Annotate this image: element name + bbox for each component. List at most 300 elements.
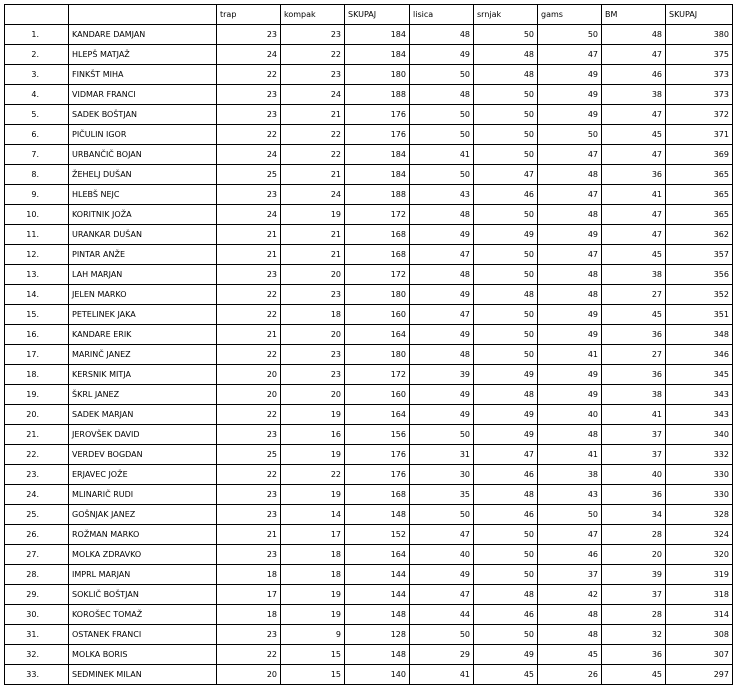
- cell-gams[interactable]: 50: [538, 125, 602, 145]
- cell-trap[interactable]: 22: [217, 345, 281, 365]
- cell-kompak[interactable]: 22: [281, 465, 345, 485]
- cell-name[interactable]: JELEN MARKO: [69, 285, 217, 305]
- cell-srnjak[interactable]: 48: [474, 285, 538, 305]
- cell-bm[interactable]: 36: [602, 485, 666, 505]
- cell-skupaj-shotgun[interactable]: 184: [345, 45, 410, 65]
- cell-bm[interactable]: 47: [602, 205, 666, 225]
- header-cell-gams[interactable]: gams: [538, 5, 602, 25]
- cell-name[interactable]: GOŠNJAK JANEZ: [69, 505, 217, 525]
- cell-skupaj-shotgun[interactable]: 184: [345, 145, 410, 165]
- cell-srnjak[interactable]: 50: [474, 565, 538, 585]
- cell-skupaj-shotgun[interactable]: 140: [345, 665, 410, 685]
- cell-rank[interactable]: 26.: [5, 525, 69, 545]
- cell-skupaj-total[interactable]: 340: [666, 425, 733, 445]
- cell-skupaj-total[interactable]: 351: [666, 305, 733, 325]
- cell-kompak[interactable]: 19: [281, 605, 345, 625]
- cell-name[interactable]: KERSNIK MITJA: [69, 365, 217, 385]
- cell-rank[interactable]: 4.: [5, 85, 69, 105]
- cell-srnjak[interactable]: 50: [474, 265, 538, 285]
- cell-lisica[interactable]: 49: [410, 225, 474, 245]
- cell-name[interactable]: ŠKRL JANEZ: [69, 385, 217, 405]
- cell-gams[interactable]: 47: [538, 45, 602, 65]
- cell-gams[interactable]: 49: [538, 225, 602, 245]
- cell-srnjak[interactable]: 48: [474, 65, 538, 85]
- cell-srnjak[interactable]: 50: [474, 625, 538, 645]
- cell-srnjak[interactable]: 47: [474, 445, 538, 465]
- cell-name[interactable]: HLEBŠ NEJC: [69, 185, 217, 205]
- cell-lisica[interactable]: 49: [410, 565, 474, 585]
- cell-rank[interactable]: 24.: [5, 485, 69, 505]
- cell-bm[interactable]: 32: [602, 625, 666, 645]
- cell-lisica[interactable]: 35: [410, 485, 474, 505]
- cell-kompak[interactable]: 20: [281, 385, 345, 405]
- cell-skupaj-total[interactable]: 352: [666, 285, 733, 305]
- cell-gams[interactable]: 38: [538, 465, 602, 485]
- cell-name[interactable]: PIČULIN IGOR: [69, 125, 217, 145]
- cell-srnjak[interactable]: 49: [474, 645, 538, 665]
- cell-kompak[interactable]: 18: [281, 305, 345, 325]
- cell-skupaj-total[interactable]: 320: [666, 545, 733, 565]
- cell-trap[interactable]: 23: [217, 505, 281, 525]
- cell-lisica[interactable]: 47: [410, 525, 474, 545]
- cell-skupaj-shotgun[interactable]: 164: [345, 545, 410, 565]
- header-cell-rank[interactable]: [5, 5, 69, 25]
- cell-name[interactable]: SADEK MARJAN: [69, 405, 217, 425]
- cell-bm[interactable]: 28: [602, 605, 666, 625]
- cell-skupaj-shotgun[interactable]: 172: [345, 265, 410, 285]
- cell-kompak[interactable]: 15: [281, 665, 345, 685]
- cell-bm[interactable]: 34: [602, 505, 666, 525]
- header-cell-srnjak[interactable]: srnjak: [474, 5, 538, 25]
- cell-gams[interactable]: 37: [538, 565, 602, 585]
- cell-lisica[interactable]: 49: [410, 45, 474, 65]
- cell-gams[interactable]: 48: [538, 165, 602, 185]
- cell-rank[interactable]: 11.: [5, 225, 69, 245]
- cell-trap[interactable]: 18: [217, 605, 281, 625]
- cell-skupaj-total[interactable]: 380: [666, 25, 733, 45]
- cell-gams[interactable]: 49: [538, 305, 602, 325]
- cell-srnjak[interactable]: 50: [474, 545, 538, 565]
- cell-bm[interactable]: 39: [602, 565, 666, 585]
- cell-bm[interactable]: 20: [602, 545, 666, 565]
- cell-name[interactable]: URBANČIČ BOJAN: [69, 145, 217, 165]
- cell-trap[interactable]: 25: [217, 445, 281, 465]
- cell-skupaj-shotgun[interactable]: 164: [345, 325, 410, 345]
- header-cell-trap[interactable]: trap: [217, 5, 281, 25]
- cell-srnjak[interactable]: 50: [474, 145, 538, 165]
- cell-rank[interactable]: 22.: [5, 445, 69, 465]
- cell-kompak[interactable]: 17: [281, 525, 345, 545]
- cell-bm[interactable]: 41: [602, 405, 666, 425]
- cell-srnjak[interactable]: 50: [474, 105, 538, 125]
- cell-trap[interactable]: 25: [217, 165, 281, 185]
- cell-rank[interactable]: 1.: [5, 25, 69, 45]
- header-cell-bm[interactable]: BM: [602, 5, 666, 25]
- cell-lisica[interactable]: 50: [410, 505, 474, 525]
- cell-rank[interactable]: 16.: [5, 325, 69, 345]
- cell-bm[interactable]: 36: [602, 365, 666, 385]
- cell-bm[interactable]: 27: [602, 345, 666, 365]
- cell-bm[interactable]: 38: [602, 385, 666, 405]
- cell-lisica[interactable]: 49: [410, 405, 474, 425]
- cell-rank[interactable]: 14.: [5, 285, 69, 305]
- cell-lisica[interactable]: 48: [410, 265, 474, 285]
- cell-skupaj-shotgun[interactable]: 188: [345, 185, 410, 205]
- cell-kompak[interactable]: 9: [281, 625, 345, 645]
- cell-trap[interactable]: 22: [217, 125, 281, 145]
- cell-kompak[interactable]: 20: [281, 265, 345, 285]
- cell-skupaj-shotgun[interactable]: 180: [345, 345, 410, 365]
- cell-trap[interactable]: 20: [217, 385, 281, 405]
- cell-gams[interactable]: 41: [538, 345, 602, 365]
- cell-lisica[interactable]: 44: [410, 605, 474, 625]
- cell-name[interactable]: KOROŠEC TOMAŽ: [69, 605, 217, 625]
- cell-kompak[interactable]: 21: [281, 165, 345, 185]
- cell-name[interactable]: ERJAVEC JOŽE: [69, 465, 217, 485]
- cell-skupaj-shotgun[interactable]: 168: [345, 245, 410, 265]
- cell-srnjak[interactable]: 47: [474, 165, 538, 185]
- cell-kompak[interactable]: 22: [281, 45, 345, 65]
- cell-skupaj-total[interactable]: 319: [666, 565, 733, 585]
- cell-lisica[interactable]: 47: [410, 305, 474, 325]
- cell-skupaj-total[interactable]: 346: [666, 345, 733, 365]
- cell-lisica[interactable]: 49: [410, 325, 474, 345]
- cell-srnjak[interactable]: 48: [474, 45, 538, 65]
- cell-lisica[interactable]: 41: [410, 145, 474, 165]
- cell-kompak[interactable]: 19: [281, 205, 345, 225]
- cell-name[interactable]: JEROVŠEK DAVID: [69, 425, 217, 445]
- cell-name[interactable]: MARINČ JANEZ: [69, 345, 217, 365]
- cell-gams[interactable]: 49: [538, 105, 602, 125]
- cell-skupaj-shotgun[interactable]: 160: [345, 305, 410, 325]
- cell-rank[interactable]: 2.: [5, 45, 69, 65]
- header-cell-skupaj-total[interactable]: SKUPAJ: [666, 5, 733, 25]
- cell-skupaj-total[interactable]: 371: [666, 125, 733, 145]
- cell-kompak[interactable]: 21: [281, 105, 345, 125]
- cell-trap[interactable]: 24: [217, 145, 281, 165]
- cell-skupaj-shotgun[interactable]: 176: [345, 465, 410, 485]
- cell-skupaj-total[interactable]: 345: [666, 365, 733, 385]
- cell-rank[interactable]: 32.: [5, 645, 69, 665]
- cell-bm[interactable]: 38: [602, 85, 666, 105]
- cell-name[interactable]: SOKLIČ BOŠTJAN: [69, 585, 217, 605]
- cell-rank[interactable]: 30.: [5, 605, 69, 625]
- cell-bm[interactable]: 47: [602, 105, 666, 125]
- cell-trap[interactable]: 21: [217, 525, 281, 545]
- cell-skupaj-total[interactable]: 348: [666, 325, 733, 345]
- cell-name[interactable]: OSTANEK FRANCI: [69, 625, 217, 645]
- cell-skupaj-total[interactable]: 373: [666, 85, 733, 105]
- cell-gams[interactable]: 40: [538, 405, 602, 425]
- cell-trap[interactable]: 23: [217, 265, 281, 285]
- cell-rank[interactable]: 17.: [5, 345, 69, 365]
- cell-gams[interactable]: 45: [538, 645, 602, 665]
- cell-name[interactable]: VERDEV BOGDAN: [69, 445, 217, 465]
- cell-skupaj-total[interactable]: 357: [666, 245, 733, 265]
- cell-lisica[interactable]: 39: [410, 365, 474, 385]
- cell-gams[interactable]: 48: [538, 625, 602, 645]
- cell-name[interactable]: IMPRL MARJAN: [69, 565, 217, 585]
- cell-gams[interactable]: 26: [538, 665, 602, 685]
- cell-skupaj-shotgun[interactable]: 180: [345, 65, 410, 85]
- cell-bm[interactable]: 36: [602, 325, 666, 345]
- cell-lisica[interactable]: 49: [410, 385, 474, 405]
- cell-gams[interactable]: 48: [538, 205, 602, 225]
- cell-srnjak[interactable]: 46: [474, 185, 538, 205]
- cell-name[interactable]: MOLKA ZDRAVKO: [69, 545, 217, 565]
- cell-gams[interactable]: 49: [538, 365, 602, 385]
- cell-kompak[interactable]: 23: [281, 345, 345, 365]
- cell-skupaj-total[interactable]: 297: [666, 665, 733, 685]
- cell-gams[interactable]: 42: [538, 585, 602, 605]
- cell-rank[interactable]: 19.: [5, 385, 69, 405]
- cell-skupaj-total[interactable]: 318: [666, 585, 733, 605]
- cell-rank[interactable]: 15.: [5, 305, 69, 325]
- cell-srnjak[interactable]: 49: [474, 405, 538, 425]
- cell-kompak[interactable]: 19: [281, 445, 345, 465]
- cell-kompak[interactable]: 23: [281, 285, 345, 305]
- cell-skupaj-shotgun[interactable]: 168: [345, 485, 410, 505]
- cell-rank[interactable]: 21.: [5, 425, 69, 445]
- cell-trap[interactable]: 23: [217, 105, 281, 125]
- cell-bm[interactable]: 48: [602, 25, 666, 45]
- cell-name[interactable]: KANDARE ERIK: [69, 325, 217, 345]
- cell-trap[interactable]: 21: [217, 245, 281, 265]
- cell-lisica[interactable]: 48: [410, 345, 474, 365]
- cell-skupaj-total[interactable]: 365: [666, 165, 733, 185]
- cell-srnjak[interactable]: 48: [474, 585, 538, 605]
- cell-lisica[interactable]: 48: [410, 85, 474, 105]
- cell-bm[interactable]: 47: [602, 225, 666, 245]
- cell-trap[interactable]: 24: [217, 205, 281, 225]
- cell-kompak[interactable]: 23: [281, 365, 345, 385]
- cell-kompak[interactable]: 19: [281, 485, 345, 505]
- cell-rank[interactable]: 29.: [5, 585, 69, 605]
- cell-rank[interactable]: 9.: [5, 185, 69, 205]
- cell-srnjak[interactable]: 48: [474, 385, 538, 405]
- cell-skupaj-shotgun[interactable]: 176: [345, 125, 410, 145]
- cell-gams[interactable]: 46: [538, 545, 602, 565]
- cell-bm[interactable]: 45: [602, 125, 666, 145]
- cell-rank[interactable]: 31.: [5, 625, 69, 645]
- cell-skupaj-total[interactable]: 373: [666, 65, 733, 85]
- cell-skupaj-total[interactable]: 365: [666, 205, 733, 225]
- cell-trap[interactable]: 18: [217, 565, 281, 585]
- cell-trap[interactable]: 24: [217, 45, 281, 65]
- cell-skupaj-shotgun[interactable]: 156: [345, 425, 410, 445]
- cell-gams[interactable]: 47: [538, 525, 602, 545]
- cell-gams[interactable]: 43: [538, 485, 602, 505]
- cell-skupaj-shotgun[interactable]: 160: [345, 385, 410, 405]
- cell-kompak[interactable]: 21: [281, 225, 345, 245]
- cell-srnjak[interactable]: 45: [474, 665, 538, 685]
- cell-gams[interactable]: 49: [538, 325, 602, 345]
- cell-name[interactable]: SEDMINEK MILAN: [69, 665, 217, 685]
- cell-rank[interactable]: 13.: [5, 265, 69, 285]
- cell-rank[interactable]: 25.: [5, 505, 69, 525]
- cell-trap[interactable]: 23: [217, 425, 281, 445]
- cell-lisica[interactable]: 49: [410, 285, 474, 305]
- cell-name[interactable]: MLINARIČ RUDI: [69, 485, 217, 505]
- cell-srnjak[interactable]: 48: [474, 485, 538, 505]
- cell-srnjak[interactable]: 50: [474, 525, 538, 545]
- cell-lisica[interactable]: 40: [410, 545, 474, 565]
- cell-skupaj-total[interactable]: 365: [666, 185, 733, 205]
- cell-trap[interactable]: 20: [217, 365, 281, 385]
- cell-name[interactable]: PETELINEK JAKA: [69, 305, 217, 325]
- cell-trap[interactable]: 23: [217, 85, 281, 105]
- cell-lisica[interactable]: 50: [410, 165, 474, 185]
- cell-name[interactable]: HLEPŠ MATJAŽ: [69, 45, 217, 65]
- cell-lisica[interactable]: 30: [410, 465, 474, 485]
- cell-kompak[interactable]: 23: [281, 25, 345, 45]
- cell-name[interactable]: LAH MARJAN: [69, 265, 217, 285]
- cell-skupaj-total[interactable]: 369: [666, 145, 733, 165]
- cell-skupaj-total[interactable]: 372: [666, 105, 733, 125]
- cell-srnjak[interactable]: 50: [474, 345, 538, 365]
- cell-skupaj-shotgun[interactable]: 184: [345, 165, 410, 185]
- cell-skupaj-total[interactable]: 332: [666, 445, 733, 465]
- cell-trap[interactable]: 21: [217, 325, 281, 345]
- cell-skupaj-shotgun[interactable]: 180: [345, 285, 410, 305]
- cell-gams[interactable]: 49: [538, 85, 602, 105]
- cell-skupaj-total[interactable]: 330: [666, 485, 733, 505]
- cell-srnjak[interactable]: 50: [474, 245, 538, 265]
- cell-skupaj-total[interactable]: 362: [666, 225, 733, 245]
- cell-rank[interactable]: 18.: [5, 365, 69, 385]
- cell-srnjak[interactable]: 50: [474, 25, 538, 45]
- cell-rank[interactable]: 6.: [5, 125, 69, 145]
- cell-skupaj-shotgun[interactable]: 176: [345, 445, 410, 465]
- cell-trap[interactable]: 17: [217, 585, 281, 605]
- cell-skupaj-total[interactable]: 356: [666, 265, 733, 285]
- cell-gams[interactable]: 47: [538, 245, 602, 265]
- cell-kompak[interactable]: 21: [281, 245, 345, 265]
- cell-skupaj-shotgun[interactable]: 152: [345, 525, 410, 545]
- cell-rank[interactable]: 20.: [5, 405, 69, 425]
- cell-skupaj-total[interactable]: 375: [666, 45, 733, 65]
- cell-name[interactable]: PINTAR ANŽE: [69, 245, 217, 265]
- cell-gams[interactable]: 50: [538, 25, 602, 45]
- cell-bm[interactable]: 45: [602, 665, 666, 685]
- cell-name[interactable]: MOLKA BORIS: [69, 645, 217, 665]
- cell-lisica[interactable]: 29: [410, 645, 474, 665]
- cell-srnjak[interactable]: 49: [474, 365, 538, 385]
- cell-srnjak[interactable]: 50: [474, 325, 538, 345]
- cell-kompak[interactable]: 24: [281, 185, 345, 205]
- cell-trap[interactable]: 22: [217, 405, 281, 425]
- cell-kompak[interactable]: 20: [281, 325, 345, 345]
- cell-srnjak[interactable]: 49: [474, 225, 538, 245]
- cell-rank[interactable]: 33.: [5, 665, 69, 685]
- cell-gams[interactable]: 49: [538, 65, 602, 85]
- header-cell-skupaj-shotgun[interactable]: SKUPAJ: [345, 5, 410, 25]
- cell-lisica[interactable]: 50: [410, 125, 474, 145]
- cell-trap[interactable]: 22: [217, 65, 281, 85]
- cell-srnjak[interactable]: 50: [474, 205, 538, 225]
- cell-name[interactable]: URANKAR DUŠAN: [69, 225, 217, 245]
- cell-rank[interactable]: 28.: [5, 565, 69, 585]
- cell-skupaj-shotgun[interactable]: 164: [345, 405, 410, 425]
- header-cell-lisica[interactable]: lisica: [410, 5, 474, 25]
- cell-rank[interactable]: 8.: [5, 165, 69, 185]
- cell-skupaj-total[interactable]: 343: [666, 385, 733, 405]
- cell-gams[interactable]: 50: [538, 505, 602, 525]
- cell-bm[interactable]: 45: [602, 305, 666, 325]
- cell-kompak[interactable]: 23: [281, 65, 345, 85]
- cell-kompak[interactable]: 18: [281, 545, 345, 565]
- cell-gams[interactable]: 41: [538, 445, 602, 465]
- cell-lisica[interactable]: 50: [410, 625, 474, 645]
- cell-srnjak[interactable]: 50: [474, 85, 538, 105]
- cell-bm[interactable]: 27: [602, 285, 666, 305]
- cell-bm[interactable]: 37: [602, 445, 666, 465]
- cell-skupaj-total[interactable]: 330: [666, 465, 733, 485]
- cell-lisica[interactable]: 41: [410, 665, 474, 685]
- cell-kompak[interactable]: 22: [281, 145, 345, 165]
- cell-bm[interactable]: 38: [602, 265, 666, 285]
- cell-bm[interactable]: 37: [602, 585, 666, 605]
- cell-skupaj-shotgun[interactable]: 172: [345, 365, 410, 385]
- cell-gams[interactable]: 49: [538, 385, 602, 405]
- cell-srnjak[interactable]: 46: [474, 465, 538, 485]
- cell-bm[interactable]: 41: [602, 185, 666, 205]
- cell-kompak[interactable]: 22: [281, 125, 345, 145]
- cell-name[interactable]: VIDMAR FRANCI: [69, 85, 217, 105]
- cell-name[interactable]: KORITNIK JOŽA: [69, 205, 217, 225]
- cell-trap[interactable]: 22: [217, 285, 281, 305]
- cell-skupaj-shotgun[interactable]: 168: [345, 225, 410, 245]
- cell-name[interactable]: FINKŠT MIHA: [69, 65, 217, 85]
- cell-trap[interactable]: 22: [217, 305, 281, 325]
- cell-lisica[interactable]: 48: [410, 25, 474, 45]
- cell-rank[interactable]: 5.: [5, 105, 69, 125]
- cell-lisica[interactable]: 43: [410, 185, 474, 205]
- cell-kompak[interactable]: 18: [281, 565, 345, 585]
- cell-lisica[interactable]: 50: [410, 425, 474, 445]
- cell-srnjak[interactable]: 46: [474, 505, 538, 525]
- cell-gams[interactable]: 48: [538, 425, 602, 445]
- cell-rank[interactable]: 3.: [5, 65, 69, 85]
- cell-trap[interactable]: 23: [217, 545, 281, 565]
- cell-rank[interactable]: 7.: [5, 145, 69, 165]
- cell-kompak[interactable]: 14: [281, 505, 345, 525]
- cell-lisica[interactable]: 47: [410, 585, 474, 605]
- cell-trap[interactable]: 22: [217, 465, 281, 485]
- cell-bm[interactable]: 46: [602, 65, 666, 85]
- cell-skupaj-total[interactable]: 308: [666, 625, 733, 645]
- cell-bm[interactable]: 28: [602, 525, 666, 545]
- cell-skupaj-shotgun[interactable]: 128: [345, 625, 410, 645]
- cell-rank[interactable]: 27.: [5, 545, 69, 565]
- cell-kompak[interactable]: 19: [281, 585, 345, 605]
- cell-bm[interactable]: 37: [602, 425, 666, 445]
- cell-trap[interactable]: 21: [217, 225, 281, 245]
- cell-gams[interactable]: 48: [538, 285, 602, 305]
- cell-bm[interactable]: 36: [602, 645, 666, 665]
- cell-rank[interactable]: 12.: [5, 245, 69, 265]
- cell-trap[interactable]: 23: [217, 485, 281, 505]
- cell-name[interactable]: SADEK BOŠTJAN: [69, 105, 217, 125]
- cell-trap[interactable]: 23: [217, 25, 281, 45]
- cell-trap[interactable]: 23: [217, 185, 281, 205]
- cell-lisica[interactable]: 48: [410, 205, 474, 225]
- cell-name[interactable]: KANDARE DAMJAN: [69, 25, 217, 45]
- cell-lisica[interactable]: 47: [410, 245, 474, 265]
- cell-rank[interactable]: 10.: [5, 205, 69, 225]
- cell-kompak[interactable]: 19: [281, 405, 345, 425]
- cell-srnjak[interactable]: 50: [474, 125, 538, 145]
